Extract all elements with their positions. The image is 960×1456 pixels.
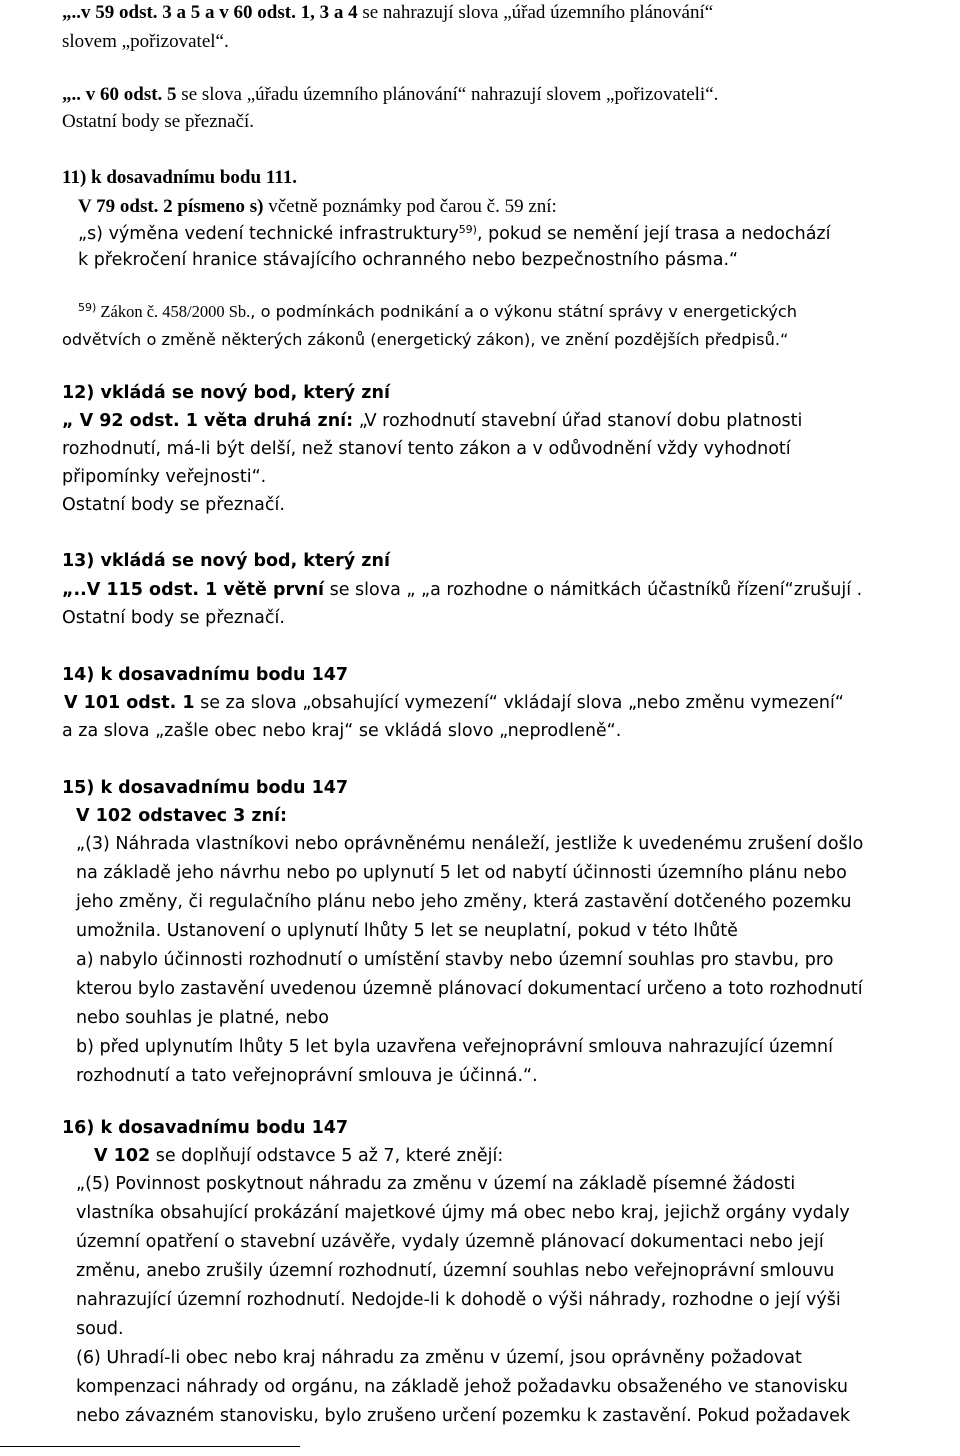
footnote-59-line-1: $^{59)}$ Zákon č. 458/2000 Sb., o podmínkách podnikání a o výkonu státní správy v energetických [78,301,798,321]
paragraph-line: soud. [76,1319,124,1339]
point-12-line-3: připomínky veřejnosti“. [62,467,267,487]
point-12-heading: 12) vkládá se nový bod, který zní [62,383,390,403]
point-14-line-1: V 101 odst. 1 se za slova „obsahující vymezení“ vkládají slova „nebo změnu vymezení“ [64,693,844,713]
point-14-heading: 14) k dosavadnímu bodu 147 [62,665,349,685]
paragraph-line: kompenzaci náhrady od orgánu, na základě jehož požadavku obsaženého ve stanovisku [76,1377,848,1397]
paragraph-line: „(3) Náhrada vlastníkovi nebo oprávněnému nenáleží, jestliže k uvedenému zrušení došlo [76,834,864,854]
amendment-line-1 [62,2,713,24]
point-12-line-2: rozhodnutí, má-li být delší, než stanoví tento zákon a v odůvodnění vždy vyhodnotí [62,439,791,459]
paragraph-line: jeho změny, či regulačního plánu nebo jeho změny, která zastavění dotčeného pozemku [76,892,852,912]
point-11-ref: V 79 odst. 2 písmeno s) [78,196,264,217]
point-11-line-2: „s) výměna vedení technické infrastruktury$^{59)}$, pokud se nemění její trasa a nedochází [78,223,831,244]
footnote-59-line-2: odvětvích o změně některých zákonů (energetický zákon), ve znění pozdějších předpisů.“ [62,330,789,349]
footnote-separator-line [0,1446,300,1447]
point-14-line-2: a za slova „zašle obec nebo kraj“ se vkládá slovo „neprodleně“. [62,721,622,741]
renumbering-note: Ostatní body se přeznačí. [62,608,285,628]
paragraph-line: na základě jeho návrhu nebo po uplynutí 5 let od nabytí účinnosti územního plánu nebo [76,863,847,883]
paragraph-line: nebo souhlas je platné, nebo [76,1008,329,1028]
point-13-heading: 13) vkládá se nový bod, který zní [62,551,390,571]
paragraph-line: vlastníka obsahující prokázání majetkové újmy má obec nebo kraj, jejichž orgány vydaly [76,1203,850,1223]
renumbering-note: Ostatní body se přeznačí. [62,495,285,515]
paragraph-line: „(5) Povinnost poskytnout náhradu za změnu v území na základě písemné žádosti [76,1174,796,1194]
point-11-heading: 11) k dosavadnímu bodu 111. [62,167,297,188]
point-12-line-1: „ V 92 odst. 1 věta druhá zní: „V rozhodnutí stavební úřad stanoví dobu platnosti [62,411,803,431]
paragraph-line: umožnila. Ustanovení o uplynutí lhůty 5 let se neuplatní, pokud v této lhůtě [76,921,738,941]
point-13-line-1: „..V 115 odst. 1 větě první se slova „ „a rozhodne o námitkách účastníků řízení“zrušují . [62,580,863,600]
paragraph-line: nahrazující územní rozhodnutí. Nedojde-li k dohodě o výši náhrady, rozhodne o její výši [76,1290,841,1310]
amendment-text: se nahrazují slova „úřad územního plánování“ [357,2,714,23]
amendment-ref-59-60: „..v 59 odst. 3 a 5 a v 60 odst. 1, 3 a 4 [62,2,358,23]
paragraph-line: změnu, anebo zrušily územní rozhodnutí, územní souhlas nebo veřejnoprávní smlouvu [76,1261,835,1281]
point-13-ref: „..V 115 odst. 1 větě první [62,580,325,600]
point-12-ref: „ V 92 odst. 1 věta druhá zní: [62,411,354,431]
amendment-line-2: slovem „pořizovatel“. [62,31,229,52]
paragraph-line: rozhodnutí a tato veřejnoprávní smlouva je účinná.“. [76,1066,538,1086]
paragraph-line: a) nabylo účinnosti rozhodnutí o umístění stavby nebo územní souhlas pro stavbu, pro [76,950,834,970]
point-15-subheading: V 102 odstavec 3 zní: [76,806,288,826]
point-16-subheading: V 102 se doplňují odstavce 5 až 7, které znějí: [94,1146,504,1166]
footnote-ref-59: 59) [458,223,477,236]
paragraph-line: územní opatření o stavební uzávěře, vydaly územně plánovací dokumentaci nebo její [76,1232,824,1252]
point-11-line-3: k překročení hranice stávajícího ochranného nebo bezpečnostního pásma.“ [78,250,739,270]
amendment-text: se slova „úřadu územního plánování“ nahrazují slovem „pořizovateli“. [176,84,719,105]
point-16-heading: 16) k dosavadnímu bodu 147 [62,1118,349,1138]
point-14-ref: V 101 odst. 1 [64,693,195,713]
point-15-heading: 15) k dosavadnímu bodu 147 [62,778,349,798]
footnote-number: 59) [78,301,97,314]
point-11-text: včetně poznámky pod čarou č. 59 zní: [263,196,557,217]
renumbering-note: Ostatní body se přeznačí. [62,111,255,132]
amendment-line-3 [62,84,718,106]
paragraph-line: b) před uplynutím lhůty 5 let byla uzavřena veřejnoprávní smlouva nahrazující územní [76,1037,833,1057]
paragraph-line: (6) Uhradí-li obec nebo kraj náhradu za změnu v území, jsou oprávněny požadovat [76,1348,802,1368]
paragraph-line: kterou bylo zastavění uvedenou územně plánovací dokumentací určeno a toto rozhodnutí [76,979,863,999]
paragraph-line: nebo závazném stanovisku, bylo zrušeno určení pozemku k zastavění. Pokud požadavek [76,1406,851,1426]
amendment-ref-60-5: „.. v 60 odst. 5 [62,84,177,105]
point-11-line-1 [78,196,557,218]
